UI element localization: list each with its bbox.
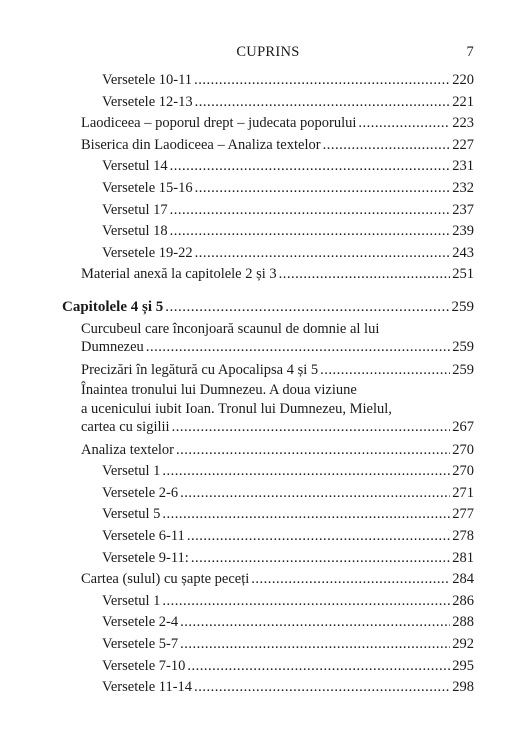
toc-entry-title: Versetele 6-11 — [102, 528, 185, 544]
dot-leader — [195, 178, 451, 200]
toc-entry-page: 251 — [452, 266, 474, 283]
toc-entry — [62, 178, 474, 200]
toc-entry-page: 243 — [452, 244, 474, 261]
toc-entry-title: Versetele 2-4 — [102, 614, 179, 631]
toc-entry — [62, 526, 474, 548]
toc-entry-last-line — [62, 418, 474, 437]
dot-leader — [170, 156, 451, 178]
toc-entry — [62, 221, 474, 243]
toc-entry-title: Versetul 5 — [102, 506, 161, 523]
page-number: 7 — [466, 44, 474, 60]
toc-entry-page: 259 — [452, 361, 474, 378]
dot-leader — [358, 113, 450, 135]
toc-entry-title: Versetele 5-7 — [102, 635, 179, 652]
toc-entry-title: Versetul 1 — [102, 592, 161, 609]
toc-entry — [62, 504, 474, 526]
dot-leader — [176, 440, 450, 462]
toc-entry-title: Versetele 11-14 — [102, 679, 193, 696]
toc-entry-page: 267 — [452, 419, 474, 436]
toc-chapter-title: Capitolele 4 și 5 — [62, 298, 164, 315]
toc-entry — [62, 677, 474, 699]
toc-entry-title: Analiza textelor — [81, 441, 174, 458]
toc-entry-title: Laodiceea – poporul drept – judecata poporului — [81, 115, 357, 132]
toc-entry-title: Versetul 1 — [102, 463, 161, 480]
toc-entry-page: 286 — [452, 592, 474, 609]
toc-entry — [62, 569, 474, 591]
toc-entry — [62, 461, 474, 483]
toc-entry-title: Versetul 14 — [102, 158, 168, 175]
toc-entry — [62, 156, 474, 178]
toc-entry-title: Cartea (sulul) cu șapte peceți — [81, 571, 250, 588]
dot-leader — [172, 418, 451, 437]
table-of-contents — [62, 70, 474, 699]
dot-leader — [187, 526, 450, 548]
toc-entry — [62, 200, 474, 222]
page-title: CUPRINS — [236, 44, 300, 60]
toc-entry-page: 237 — [452, 201, 474, 218]
toc-entry-title: Versetul 18 — [102, 223, 168, 240]
toc-entry-title: cartea cu sigilii — [81, 419, 170, 436]
dot-leader — [180, 612, 450, 634]
toc-entry-title: Dumnezeu — [81, 339, 144, 356]
dot-leader — [251, 569, 450, 591]
dot-leader — [194, 70, 450, 92]
toc-entry — [62, 360, 474, 382]
dot-leader — [180, 483, 450, 505]
toc-entry-title-line: Înaintea tronului lui Dumnezeu. A doua viziune — [81, 382, 357, 399]
dot-leader — [162, 591, 450, 613]
toc-entry-page: 270 — [452, 441, 474, 458]
toc-entry-title: Biserica din Laodiceea – Analiza textelor — [81, 136, 321, 153]
toc-entry-page: 278 — [452, 528, 474, 544]
toc-entry — [62, 634, 474, 656]
toc-entry-page: 227 — [452, 136, 474, 153]
dot-leader — [195, 92, 451, 114]
toc-entry-title: Precizări în legătură cu Apocalipsa 4 și 5 — [81, 361, 319, 378]
dot-leader — [180, 634, 450, 656]
toc-entry — [62, 113, 474, 135]
toc-entry-page: 223 — [452, 115, 474, 132]
toc-entry-title: Versetele 19-22 — [102, 244, 193, 261]
dot-leader — [170, 221, 451, 243]
toc-entry — [62, 135, 474, 157]
toc-entry-page: 232 — [452, 179, 474, 196]
toc-entry-title-line: a ucenicului iubit Ioan. Tronul lui Dumnezeu, Mielul, — [81, 400, 392, 417]
toc-entry-title: Versetele 7-10 — [102, 657, 186, 674]
toc-entry-title: Versetul 17 — [102, 201, 168, 218]
toc-chapter-entry — [62, 297, 474, 319]
dot-leader — [320, 360, 450, 382]
toc-entry-page: 292 — [452, 635, 474, 652]
toc-entry — [62, 612, 474, 634]
dot-leader — [162, 504, 450, 526]
toc-entry-title: Versetele 15-16 — [102, 179, 193, 196]
toc-entry — [62, 440, 474, 462]
toc-entry-page: 220 — [452, 72, 474, 88]
dot-leader — [162, 461, 450, 483]
toc-entry-title: Versetele 12-13 — [102, 93, 193, 110]
toc-entry-title: Versetele 2-6 — [102, 484, 179, 501]
toc-entry — [62, 483, 474, 505]
toc-entry-page: 221 — [452, 93, 474, 110]
toc-entry — [62, 548, 474, 570]
toc-entry-page: 281 — [452, 549, 474, 566]
toc-entry — [62, 264, 474, 286]
toc-entry — [62, 656, 474, 678]
dot-leader — [165, 297, 449, 319]
toc-entry-page: 277 — [452, 506, 474, 523]
toc-entry-page: 271 — [452, 484, 474, 501]
toc-entry-page: 270 — [452, 463, 474, 480]
dot-leader — [170, 200, 451, 222]
toc-entry-page: 298 — [452, 679, 474, 696]
toc-entry-title: Material anexă la capitolele 2 și 3 — [81, 266, 277, 283]
dot-leader — [194, 677, 450, 699]
toc-entry-page: 231 — [452, 158, 474, 175]
dot-leader — [323, 135, 451, 157]
toc-entry-title: Versetele 10-11 — [102, 72, 193, 88]
dot-leader — [191, 548, 450, 570]
toc-entry — [62, 591, 474, 613]
toc-entry-title: Versetele 9-11: — [102, 549, 189, 566]
toc-entry-page: 239 — [452, 223, 474, 240]
dot-leader — [146, 338, 450, 357]
toc-entry-page: 295 — [452, 657, 474, 674]
toc-entry — [62, 70, 474, 92]
dot-leader — [279, 264, 451, 286]
toc-entry-last-line — [62, 338, 474, 357]
toc-entry-page: 288 — [452, 614, 474, 631]
toc-entry — [62, 243, 474, 265]
dot-leader — [195, 243, 451, 265]
toc-entry — [62, 381, 474, 437]
toc-entry-page: 259 — [452, 339, 474, 356]
running-header — [62, 44, 474, 64]
toc-entry — [62, 320, 474, 357]
toc-entry — [62, 92, 474, 114]
dot-leader — [187, 656, 450, 678]
toc-entry-page: 284 — [452, 571, 474, 588]
toc-entry-page: 259 — [451, 298, 474, 315]
toc-entry-title-line: Curcubeul care înconjoară scaunul de domnie al lui — [81, 320, 380, 337]
